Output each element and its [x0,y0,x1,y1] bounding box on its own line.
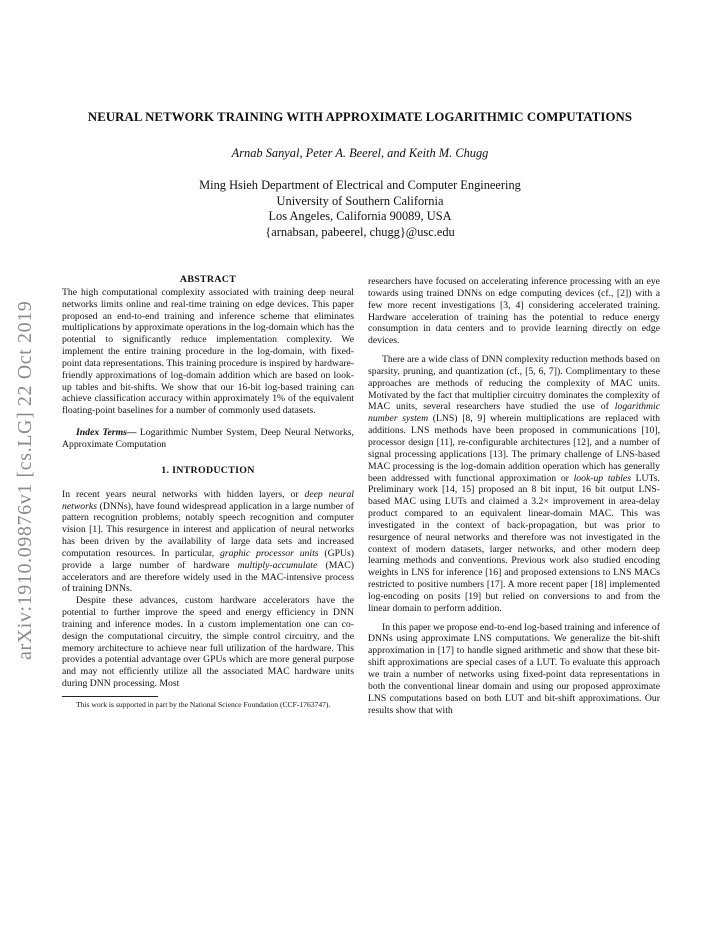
affiliation-university: University of Southern California [276,193,444,208]
intro-paragraph-2: Despite these advances, custom hardware accelerators have the potential to further improve the speed and energy efficiency in DNN training and inference modes. In a custom implementation one can co-design the computational circuitry, the simple control circuitry, and the memory architecture to achieve near full utilization of the hardware. This provides a potential advantage over GPUs which are more general purpose and may not efficiently utilize all the associated MAC hardware units during DNN processing. Most [62,595,354,690]
affiliation-city: Los Angeles, California 90089, USA [268,209,452,224]
arxiv-stamp[interactable]: arXiv:1910.09876v1 [cs.LG] 22 Oct 2019 [14,300,36,660]
abstract-heading: ABSTRACT [179,274,237,285]
affiliation-block [0,178,720,240]
footnote-rule [62,696,158,697]
author-list: Arnab Sanyal, Peter A. Beerel, and Keith M. Chugg [231,146,489,160]
affiliation-department: Ming Hsieh Department of Electrical and Computer Engineering [199,178,521,192]
index-terms-label: Index Terms— [76,427,137,439]
footnote: This work is supported in part by the National Science Foundation (CCF-1763747). [76,700,331,709]
right-column [368,276,660,716]
index-terms-text: Logarithmic Number System, Deep Neural Networks, Approximate Computation [62,427,354,450]
intro-paragraph-1: In recent years neural networks with hidden layers, or deep neural networks (DNNs), have found widespread application in a large number of pattern recognition problems, notably speech recognition and computer vision [1]. This resurgence in interest and application of neural networks has been driven by the availability of large data sets and increased computation resources. In particular, graphic processor units (GPUs) provide a large number of hardware multiply-accumulate (MAC) accelerators and are therefore widely used in the MAC-intensive process of training DNNs. [62,488,354,595]
paper-title: NEURAL NETWORK TRAINING WITH APPROXIMATE LOGARITHMIC COMPUTATIONS [87,110,633,124]
right-paragraph-3: In this paper we propose end-to-end log-based training and inference of DNNs using approximate LNS computations. We generalize the bit-shift approximation in [17] to handle signed arithmetic and show that these bit-shift approximations are special cases of a LUT. To evaluate this approach we train a number of networks using fixed-point data representations in both the conventional linear domain and using our proposed approximate LNS computations based on both LUT and bit-shift approximations. Our results show that with [368,621,660,716]
introduction-heading: 1. INTRODUCTION [161,464,255,476]
right-paragraph-2: There are a wide class of DNN complexity reduction methods based on sparsity, pruning, and quantization (cf., [5, 6, 7]). Complimentary to these approaches are methods of reducing the complexity of MAC units. Motivated by the fact that multiplier circuitry dominates the complexity of MAC units, several researchers have studied the use of logarithmic number system (LNS) [8, 9] wherein multiplications are replaced with additions. LNS methods have been proposed in communications [10], processor design [11], re-configurable architectures [12], and a number of signal processing applications [13]. The primary challenge of LNS-based MAC processing is the log-domain addition operation which has generally been addressed with functional approximation or look-up tables LUTs. Preliminary work [14, 15] proposed an 8 bit input, 16 bit output LNS-based MAC using LUTs and claimed a 3.2× improvement in area-delay product compared to an equivalent linear-domain MAC. This was investigated in the context of back-propagation, but was prior to resurgence of neural networks and therefore was not investigated in the context of modern datasets, larger networks, and other modern deep learning methods and conventions. Previous work also studied encoding weights in LNS for inference [16] and proposed extensions to LNS MACs restricted to positive numbers [17]. A more recent paper [18] implemented log-encoding on posits [19] but relied on conversions to and from the linear domain to perform addition. [368,354,660,614]
abstract-text: The high computational complexity associated with training deep neural networks limits online and real-time training on edge devices. This paper proposed an end-to-end training and inference scheme that eliminates multiplications by approximate operations in the log-domain which has the potential to significantly reduce implementation complexity. We implement the entire training procedure in the log-domain, with fixed-point data representations. This training procedure is inspired by hardware-friendly approximations of log-domain addition which are based on look-up tables and bit-shifts. We show that our 16-bit log-based training can achieve classification accuracy within approximately 1% of the equivalent floating-point baselines for a number of commonly used datasets. [62,286,354,417]
right-paragraph-1: researchers have focused on accelerating inference processing with an eye towards using trained DNNs on edge computing devices (cf., [2]) with a few more recent investigations [3, 4] considering accelerated training. Hardware acceleration of training has the potential to reduce energy consumption in data centers and to provide learning directly on edge devices. [368,276,660,347]
left-column [62,274,354,709]
affiliation-email[interactable]: {arnabsan, pabeerel, chugg}@usc.edu [265,224,455,239]
index-terms [62,427,354,451]
